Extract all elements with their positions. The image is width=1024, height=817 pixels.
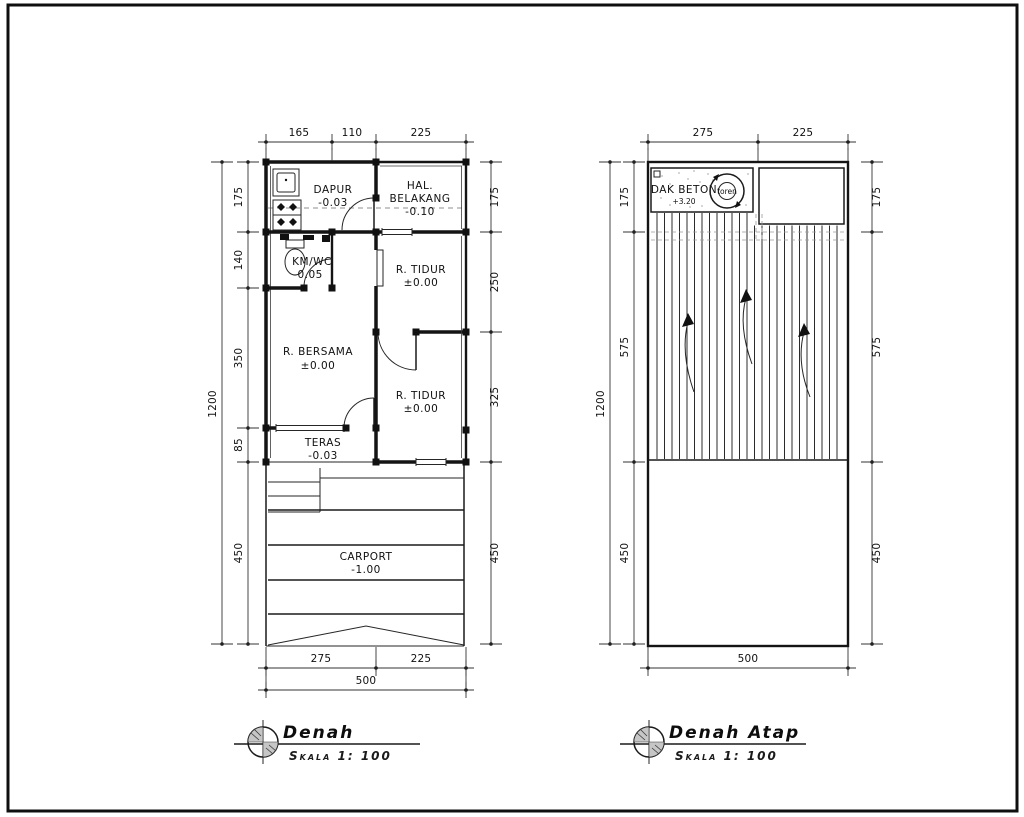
dim-top-225: 225 bbox=[410, 127, 432, 139]
window-teras bbox=[276, 423, 344, 433]
label-tidur2-level: ±0.00 bbox=[403, 403, 439, 415]
label-hal-2: BELAKANG bbox=[389, 193, 451, 205]
label-dak-beton-level: +3.20 bbox=[672, 197, 696, 206]
label-hal-level: -0.10 bbox=[405, 206, 435, 218]
label-toren: toren bbox=[717, 187, 737, 196]
carport-apron bbox=[268, 626, 464, 645]
window-front bbox=[416, 457, 446, 467]
roof-plan bbox=[595, 127, 883, 672]
door-front bbox=[344, 398, 374, 428]
dim-left-140: 140 bbox=[233, 249, 245, 271]
steps bbox=[268, 468, 320, 512]
label-carport: CARPORT bbox=[339, 551, 393, 563]
roof-battens bbox=[657, 213, 837, 459]
roof-dim-left-175: 175 bbox=[619, 186, 631, 208]
label-dapur: DAPUR bbox=[313, 184, 353, 196]
roof-sub-panel bbox=[759, 168, 844, 224]
roof-plan-title: Denah Atap bbox=[669, 723, 801, 743]
label-kmwc-level: -0.05 bbox=[293, 269, 323, 281]
door-bedroom-2 bbox=[378, 332, 416, 370]
roof-plan-scale: Skala 1: 100 bbox=[675, 749, 778, 763]
label-dak-beton: DAK BETON bbox=[650, 184, 718, 196]
title-block-denah-atap bbox=[620, 720, 806, 764]
dim-bottom-275: 275 bbox=[310, 653, 332, 665]
roof-dim-left-450: 450 bbox=[619, 542, 631, 564]
dim-left-175: 175 bbox=[233, 186, 245, 208]
label-tidur2: R. TIDUR bbox=[395, 390, 447, 402]
kitchen-sink-icon bbox=[273, 169, 299, 196]
dim-right-450: 450 bbox=[489, 542, 501, 564]
label-bersama-level: ±0.00 bbox=[300, 360, 336, 372]
dim-right-250: 250 bbox=[489, 271, 501, 293]
dim-top-110: 110 bbox=[341, 127, 363, 139]
label-bersama: R. BERSAMA bbox=[282, 346, 354, 358]
dim-left-85: 85 bbox=[233, 438, 245, 452]
label-carport-level: -1.00 bbox=[351, 564, 381, 576]
kitchen-stove-icon bbox=[273, 200, 301, 230]
roof-dim-left-575: 575 bbox=[619, 336, 631, 358]
floor-plan bbox=[207, 127, 501, 694]
dim-bottom-total: 500 bbox=[355, 675, 377, 687]
dim-right-325: 325 bbox=[489, 386, 501, 408]
roof-outline bbox=[648, 162, 848, 646]
label-hal: HAL. bbox=[406, 180, 434, 192]
roof-dim-right-175: 175 bbox=[871, 186, 883, 208]
title-block-denah bbox=[234, 720, 420, 764]
roof-dim-right-575: 575 bbox=[871, 336, 883, 358]
window-bedroom-top bbox=[382, 227, 412, 237]
roof-dim-bottom-total: 500 bbox=[737, 653, 759, 665]
roof-dim-top-275: 275 bbox=[692, 127, 714, 139]
dim-left-350: 350 bbox=[233, 347, 245, 369]
label-teras: TERAS bbox=[304, 437, 342, 449]
dim-bottom-225: 225 bbox=[410, 653, 432, 665]
roof-slope-arrows bbox=[682, 289, 810, 397]
dim-left-450: 450 bbox=[233, 542, 245, 564]
dak-beton bbox=[651, 168, 753, 212]
label-kmwc: KM/WC bbox=[292, 256, 332, 268]
roof-dim-top-225: 225 bbox=[792, 127, 814, 139]
roof-dim-right-450: 450 bbox=[871, 542, 883, 564]
dim-right-175: 175 bbox=[489, 186, 501, 208]
label-dapur-level: -0.03 bbox=[318, 197, 348, 209]
dim-top-165: 165 bbox=[288, 127, 310, 139]
floor-plan-title: Denah bbox=[283, 723, 355, 743]
door-bedroom-1 bbox=[377, 250, 383, 286]
roof-dim-left-total: 1200 bbox=[595, 390, 607, 418]
dim-left-total: 1200 bbox=[207, 390, 219, 418]
page-border bbox=[8, 5, 1017, 811]
label-tidur1-level: ±0.00 bbox=[403, 277, 439, 289]
floor-plan-scale: Skala 1: 100 bbox=[289, 749, 392, 763]
label-tidur1: R. TIDUR bbox=[395, 264, 447, 276]
floor-plan-dimensions bbox=[207, 127, 501, 694]
label-teras-level: -0.03 bbox=[308, 450, 338, 462]
